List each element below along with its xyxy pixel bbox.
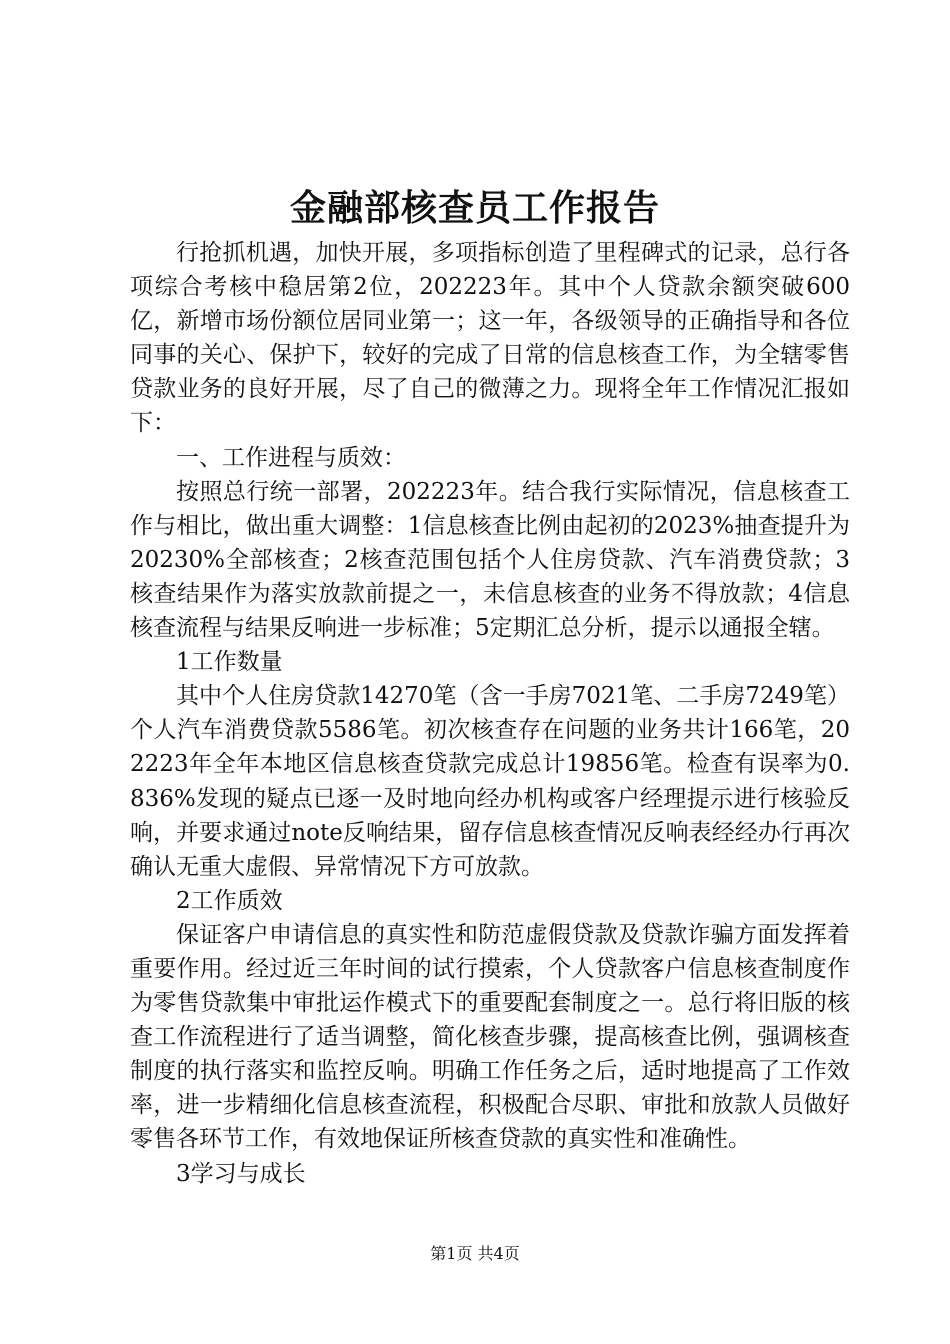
document-title: 金融部核查员工作报告 [289, 187, 660, 229]
progress-paragraph: 按照总行统一部署，202223年。结合我行实际情况，信息核查工作与相比，做出重大调整：1信息核查比例由起初的2023%抽查提升为20230%全部核查；2核查范围包括个人住房贷款、汽车消费贷款；3 核查结果作为落实放款前提之一，未信息核查的业务不得放款；4信息核查流程与结果反响进一步标准；5定期汇总分析，提示以通报全辖。 [130, 478, 881, 642]
work-quality-paragraph: 保证客户申请信息的真实性和防范虚假贷款及贷款诈骗方面发挥着重要作用。经过近三年时间的试行摸索，个人贷款客户信息核查制度作为零售贷款集中审批运作模式下的重要配套制度之一。总行将旧版的核查工作流程进行了适当调整，简化核查步骤，提高核查比例，强调核查制度的执行落实和监控反响。明确工作任务之后，适时地提高了工作效率，进一步精细化信息核查流程，积极配合尽职、审批和放款人员做好零售各环节工作，有效地保证所核查贷款的真实性和准确性。 [130, 921, 850, 1153]
subheading-learning-growth: 3学习与成长 [176, 1160, 306, 1187]
document-body [130, 236, 881, 1191]
intro-paragraph: 行抢抓机遇，加快开展，多项指标创造了里程碑式的记录，总行各项综合考核中稳居第2位，202223年。其中个人贷款余额突破600亿，新增市场份额位居同业第一；这一年，各级领导的正确指导和各位同事的关心、保护下，较好的完成了日常的信息核查工作，为全辖零售贷款业务的良好开展，尽了自己的微薄之力。现将全年工作情况汇报如下： [130, 240, 850, 437]
work-quantity-paragraph: 其中个人住房贷款14270笔（含一手房7021笔、二手房7249笔）个人汽车消费贷款5586笔。初次核查存在问题的业务共计166笔，202223年全年本地区信息核查贷款完成总计19856笔。检查有误率为0.836%发现的疑点已逐一及时地向经办机构或客户经理提示进行核验反响，并要求通过note反响结果，留存信息核查情况反响表经经办行再次确认无重大虚假、异常情况下方可放款。 [130, 683, 850, 880]
subheading-work-quality: 2工作质效 [176, 887, 283, 914]
page-number-footer: 第1页 共4页 [430, 1244, 520, 1263]
subheading-work-quantity: 1工作数量 [176, 649, 283, 676]
section-heading-progress: 一、工作进程与质效： [176, 444, 406, 471]
